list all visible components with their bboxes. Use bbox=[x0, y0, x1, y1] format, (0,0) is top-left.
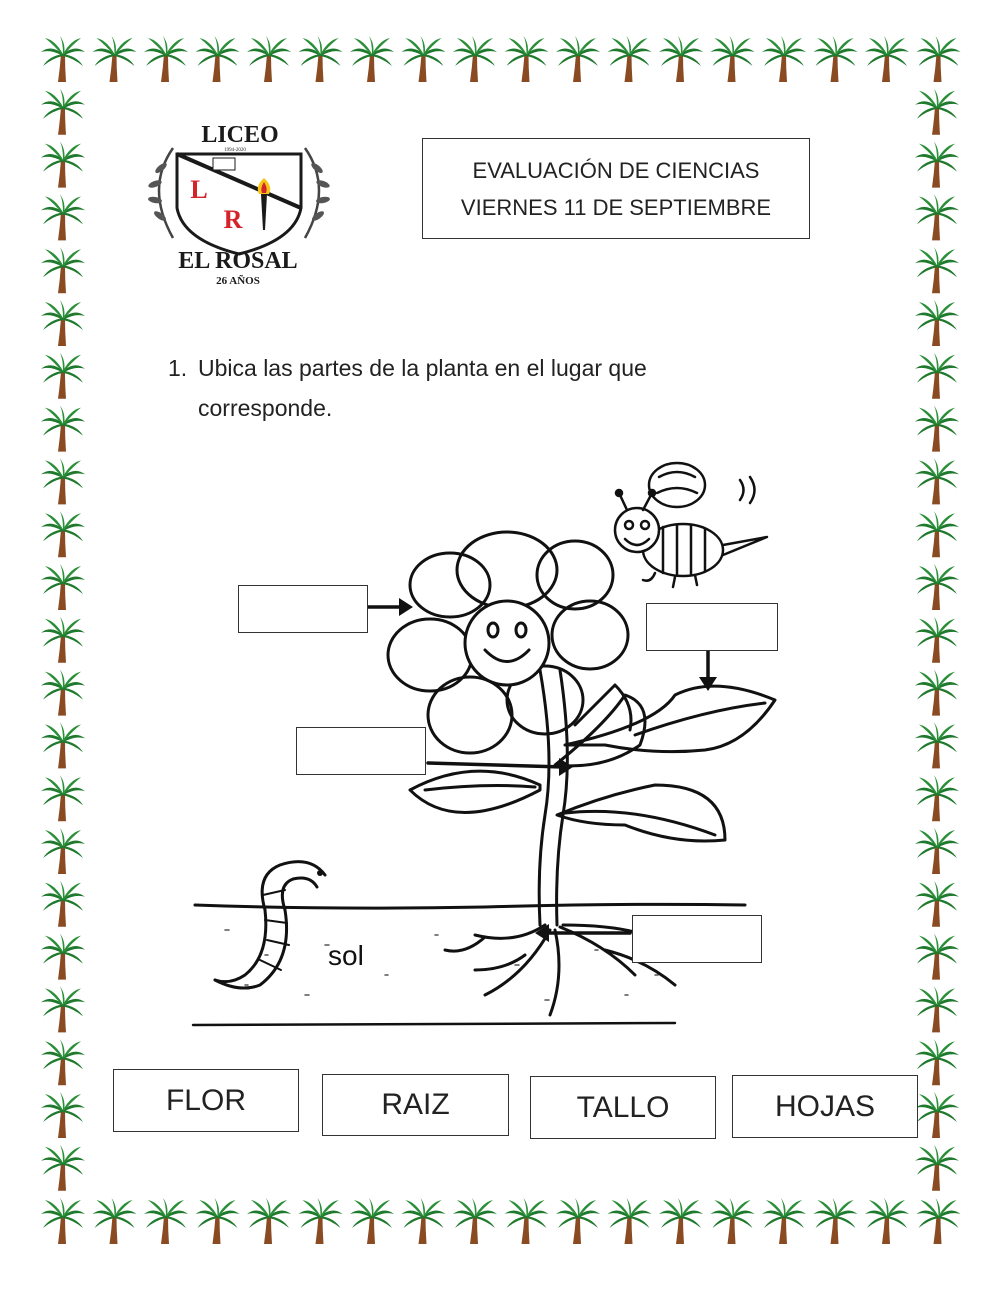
palm-tree-icon bbox=[915, 881, 959, 927]
palm-tree-icon bbox=[915, 89, 959, 135]
palm-tree-icon bbox=[41, 1145, 85, 1191]
palm-tree-icon bbox=[915, 142, 959, 188]
answer-box-leaves[interactable] bbox=[646, 603, 778, 651]
logo-bottom-text: EL ROSAL bbox=[178, 248, 298, 274]
answer-box-flower[interactable] bbox=[238, 585, 368, 633]
palm-tree-icon bbox=[41, 1198, 85, 1244]
logo-letter-r: R bbox=[223, 205, 243, 234]
palm-tree-icon bbox=[915, 617, 959, 663]
palm-tree-icon bbox=[505, 36, 549, 82]
palm-tree-icon bbox=[659, 1198, 703, 1244]
palm-tree-icon bbox=[917, 1198, 961, 1244]
palm-tree-icon bbox=[505, 1198, 549, 1244]
palm-tree-icon bbox=[915, 722, 959, 768]
palm-tree-icon bbox=[196, 36, 240, 82]
palm-tree-icon bbox=[41, 670, 85, 716]
palm-tree-icon bbox=[762, 36, 806, 82]
palm-tree-icon bbox=[915, 1039, 959, 1085]
palm-tree-icon bbox=[41, 300, 85, 346]
palm-tree-icon bbox=[915, 353, 959, 399]
palm-tree-icon bbox=[915, 458, 959, 504]
evaluation-date: VIERNES 11 DE SEPTIEMBRE bbox=[460, 194, 772, 220]
palm-tree-icon bbox=[711, 1198, 755, 1244]
palm-tree-icon bbox=[41, 406, 85, 452]
palm-tree-icon bbox=[41, 142, 85, 188]
answer-box-root[interactable] bbox=[632, 915, 762, 963]
palm-tree-icon bbox=[41, 353, 85, 399]
palm-tree-icon bbox=[41, 775, 85, 821]
logo-years: 1994-2020 bbox=[224, 148, 246, 153]
palm-tree-icon bbox=[41, 458, 85, 504]
palm-tree-icon bbox=[299, 36, 343, 82]
palm-tree-icon bbox=[659, 36, 703, 82]
palm-tree-icon bbox=[144, 1198, 188, 1244]
palm-tree-icon bbox=[608, 1198, 652, 1244]
word-card-raiz[interactable]: RAIZ bbox=[322, 1074, 509, 1136]
palm-tree-icon bbox=[41, 934, 85, 980]
palm-tree-icon bbox=[915, 1092, 959, 1138]
palm-tree-icon bbox=[556, 1198, 600, 1244]
palm-tree-icon bbox=[41, 36, 85, 82]
palm-tree-icon bbox=[247, 36, 291, 82]
evaluation-title: EVALUACIÓN DE CIENCIAS bbox=[472, 157, 760, 183]
palm-tree-icon bbox=[41, 828, 85, 874]
palm-tree-icon bbox=[144, 36, 188, 82]
palm-tree-icon bbox=[865, 36, 909, 82]
palm-tree-icon bbox=[402, 1198, 446, 1244]
palm-tree-icon bbox=[608, 36, 652, 82]
palm-tree-icon bbox=[865, 1198, 909, 1244]
palm-tree-icon bbox=[350, 1198, 394, 1244]
palm-tree-icon bbox=[41, 564, 85, 610]
word-card-flor[interactable]: FLOR bbox=[113, 1069, 299, 1132]
palm-tree-icon bbox=[917, 36, 961, 82]
palm-tree-icon bbox=[93, 36, 137, 82]
palm-tree-icon bbox=[453, 1198, 497, 1244]
palm-tree-icon bbox=[711, 36, 755, 82]
logo-anniversary: 26 AÑOS bbox=[216, 275, 260, 287]
palm-tree-icon bbox=[196, 1198, 240, 1244]
palm-tree-icon bbox=[915, 247, 959, 293]
palm-tree-icon bbox=[41, 89, 85, 135]
palm-tree-icon bbox=[350, 36, 394, 82]
palm-tree-icon bbox=[915, 986, 959, 1032]
palm-tree-icon bbox=[41, 881, 85, 927]
palm-tree-icon bbox=[915, 775, 959, 821]
school-logo bbox=[135, 118, 340, 293]
palm-tree-icon bbox=[915, 670, 959, 716]
logo-top-text: LICEO bbox=[201, 122, 279, 148]
soil-label: sol bbox=[328, 940, 364, 971]
palm-tree-icon bbox=[299, 1198, 343, 1244]
word-card-tallo[interactable]: TALLO bbox=[530, 1076, 716, 1139]
palm-tree-icon bbox=[247, 1198, 291, 1244]
palm-tree-icon bbox=[41, 247, 85, 293]
logo-letter-l: L bbox=[190, 175, 208, 204]
palm-tree-icon bbox=[41, 511, 85, 557]
palm-tree-icon bbox=[41, 617, 85, 663]
palm-tree-icon bbox=[915, 564, 959, 610]
palm-tree-icon bbox=[915, 1145, 959, 1191]
palm-tree-icon bbox=[814, 1198, 858, 1244]
word-card-hojas[interactable]: HOJAS bbox=[732, 1075, 918, 1138]
palm-tree-icon bbox=[41, 986, 85, 1032]
palm-tree-icon bbox=[915, 511, 959, 557]
palm-tree-icon bbox=[41, 722, 85, 768]
palm-tree-icon bbox=[814, 36, 858, 82]
palm-tree-icon bbox=[915, 194, 959, 240]
evaluation-title-box bbox=[422, 138, 810, 239]
palm-tree-icon bbox=[453, 36, 497, 82]
palm-tree-icon bbox=[93, 1198, 137, 1244]
palm-tree-icon bbox=[556, 36, 600, 82]
palm-tree-icon bbox=[915, 828, 959, 874]
palm-tree-icon bbox=[915, 300, 959, 346]
palm-tree-icon bbox=[915, 406, 959, 452]
palm-tree-icon bbox=[915, 934, 959, 980]
palm-tree-icon bbox=[402, 36, 446, 82]
palm-tree-icon bbox=[41, 1039, 85, 1085]
palm-tree-icon bbox=[41, 1092, 85, 1138]
palm-tree-icon bbox=[762, 1198, 806, 1244]
question-number: 1. bbox=[168, 355, 188, 381]
answer-box-stem[interactable] bbox=[296, 727, 426, 775]
palm-tree-icon bbox=[41, 194, 85, 240]
question-text: Ubica las partes de la planta en el lugar que corresponde. bbox=[198, 355, 647, 421]
